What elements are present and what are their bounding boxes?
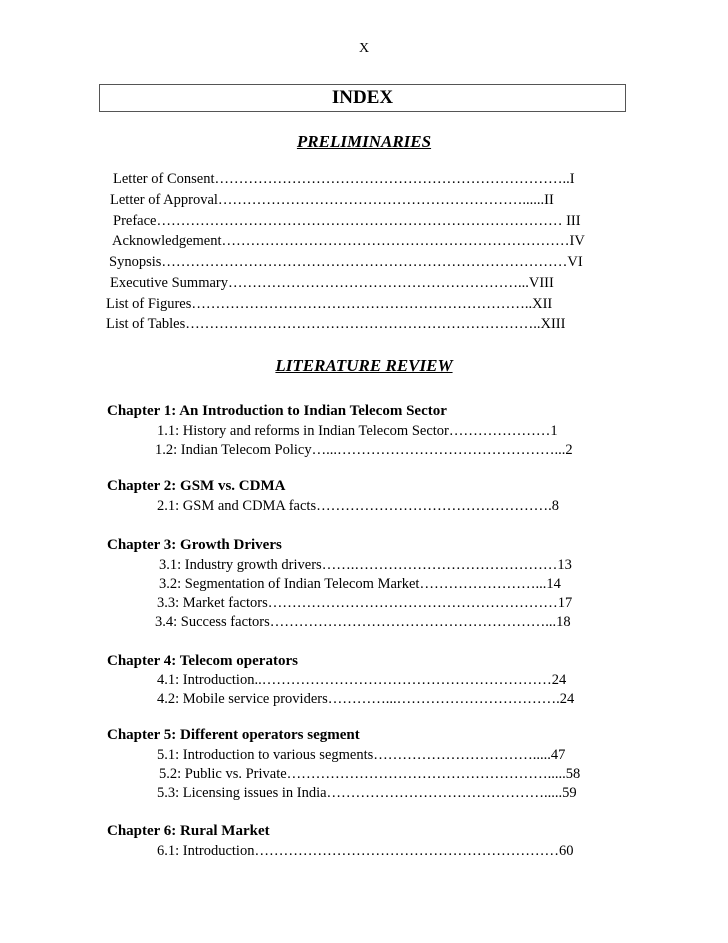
chapter-heading: Chapter 3: Growth Drivers (107, 537, 282, 553)
chapter-heading: Chapter 2: GSM vs. CDMA (107, 478, 286, 494)
chapter-heading: Chapter 1: An Introduction to Indian Telecom Sector (107, 403, 447, 419)
index-title: INDEX (99, 84, 626, 112)
list-item: Acknowledgement………………………………………………………………IV (112, 233, 585, 249)
list-item: 1.2: Indian Telecom Policy…...………………………………………...2 (155, 442, 573, 458)
list-item: 5.2: Public vs. Private……………………………………………….....58 (159, 766, 581, 782)
list-item: Preface………………………………………………………………………… III (113, 213, 581, 229)
page-number: X (358, 41, 370, 56)
list-item: 4.1: Introduction..……………………………………………………24 (157, 672, 567, 688)
list-item: Letter of Approval………………………………………………………......II (110, 192, 554, 208)
chapter-heading: Chapter 4: Telecom operators (107, 653, 298, 669)
list-item: 6.1: Introduction………………………………………………………60 (157, 843, 574, 859)
list-item: 5.3: Licensing issues in India……………………………………….....59 (157, 785, 577, 801)
list-item: Synopsis…………………………………………………………………………VI (109, 254, 583, 270)
list-item: 3.3: Market factors……………………………………………………17 (157, 595, 573, 611)
list-item: 2.1: GSM and CDMA facts………………………………………….8 (157, 498, 559, 514)
list-item: List of Figures……………………………………………………………..XII (106, 296, 553, 312)
list-item: Executive Summary……………………………………………………...VIII (110, 275, 554, 291)
list-item: 3.4: Success factors…………………………………………………...18 (155, 614, 571, 630)
chapter-heading: Chapter 5: Different operators segment (107, 727, 360, 743)
list-item: 4.2: Mobile service providers…………...…………………………….24 (157, 691, 575, 707)
list-item: 3.2: Segmentation of Indian Telecom Market……………………...14 (159, 576, 561, 592)
preliminaries-heading: PRELIMINARIES (296, 132, 432, 151)
list-item: 5.1: Introduction to various segments…………………………….....47 (157, 747, 566, 763)
chapter-heading: Chapter 6: Rural Market (107, 823, 270, 839)
list-item: 1.1: History and reforms in Indian Telecom Sector…………………1 (157, 423, 558, 439)
list-item: List of Tables………………………………………………………………..XIII (106, 316, 566, 332)
list-item: 3.1: Industry growth drivers…….……………………………………13 (159, 557, 572, 573)
literature-review-heading: LITERATURE REVIEW (275, 356, 453, 375)
list-item: Letter of Consent………………………………………………………………..I (113, 171, 575, 187)
